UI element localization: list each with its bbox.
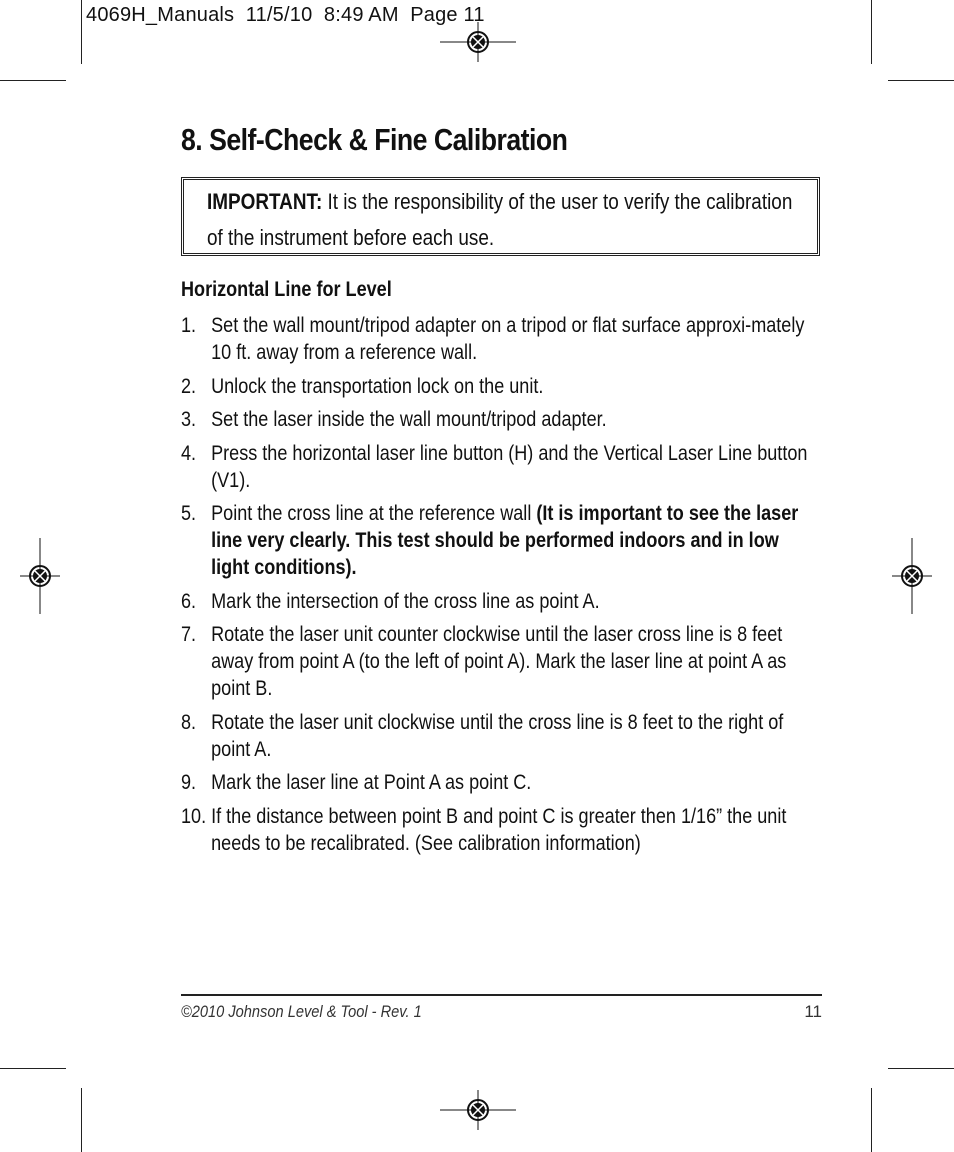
registration-mark-icon — [20, 538, 60, 614]
list-item — [181, 312, 819, 366]
step-number: 3. — [181, 408, 197, 431]
printer-slug: 4069H_Manuals 11/5/10 8:49 AM Page 11 — [86, 4, 485, 26]
step-number: 1. — [181, 314, 197, 337]
step-number: 5. — [181, 502, 197, 525]
step-text: Point the cross line at the reference wall — [211, 502, 537, 525]
step-text: Rotate the laser unit clockwise until the cross line is 8 feet to the right of point A. — [211, 710, 784, 761]
registration-mark-icon — [440, 22, 516, 62]
step-text: Rotate the laser unit counter clockwise until the laser cross line is 8 feet away from point A (to the left of point A). Mark the laser line at point A as point B. — [211, 623, 787, 700]
list-item — [181, 769, 819, 796]
step-number: 9. — [181, 771, 197, 794]
section-heading: Horizontal Line for Level — [181, 278, 392, 301]
step-number: 8. — [181, 710, 197, 734]
list-item — [181, 803, 819, 857]
step-number: 6. — [181, 589, 197, 613]
step-text: Mark the laser line at Point A as point C. — [211, 771, 532, 794]
step-text: Press the horizontal laser line button (H) and the Vertical Laser Line button (V1). — [211, 441, 808, 492]
step-number: 7. — [181, 623, 197, 646]
list-item — [181, 440, 819, 494]
crop-mark — [81, 1088, 82, 1152]
step-number: 4. — [181, 441, 197, 465]
step-emphasis: (It is important to see the laser line very clearly. This test should be performed indoors and in low light conditions). — [211, 502, 799, 579]
step-text: Set the laser inside the wall mount/tripod adapter. — [211, 408, 607, 431]
list-item — [181, 406, 819, 433]
crop-mark — [888, 1068, 954, 1069]
step-text: Set the wall mount/tripod adapter on a tripod or flat surface approxi-mately 10 ft. away from a reference wall. — [211, 314, 805, 364]
crop-mark — [81, 0, 82, 64]
crop-mark — [0, 1068, 66, 1069]
registration-mark-icon — [892, 538, 932, 614]
step-number: 2. — [181, 374, 197, 398]
list-item — [181, 709, 819, 763]
step-number: 10. — [181, 804, 207, 828]
crop-mark — [888, 80, 954, 81]
important-notice — [181, 177, 820, 256]
footer-copyright: ©2010 Johnson Level & Tool - Rev. 1 — [181, 1002, 422, 1021]
step-text: If the distance between point B and point C is greater then 1/16” the unit needs to be recalibrated. (See calibration information) — [211, 804, 787, 855]
crop-mark — [871, 1088, 872, 1152]
crop-mark — [0, 80, 66, 81]
page-number: 11 — [804, 1002, 822, 1021]
important-text — [207, 184, 809, 256]
important-body: It is the responsibility of the user to verify the calibration of the instrument before each use. — [207, 189, 793, 250]
footer-divider — [181, 994, 822, 996]
list-item — [181, 373, 819, 400]
steps-list — [181, 312, 819, 863]
step-text: Mark the intersection of the cross line as point A. — [211, 589, 600, 613]
list-item — [181, 621, 819, 702]
important-label: IMPORTANT: — [207, 189, 323, 214]
step-text: Unlock the transportation lock on the unit. — [211, 374, 544, 398]
crop-mark — [871, 0, 872, 64]
registration-mark-icon — [440, 1090, 516, 1130]
list-item — [181, 588, 819, 615]
page-title: 8. Self-Check & Fine Calibration — [181, 122, 568, 157]
list-item — [181, 500, 819, 581]
